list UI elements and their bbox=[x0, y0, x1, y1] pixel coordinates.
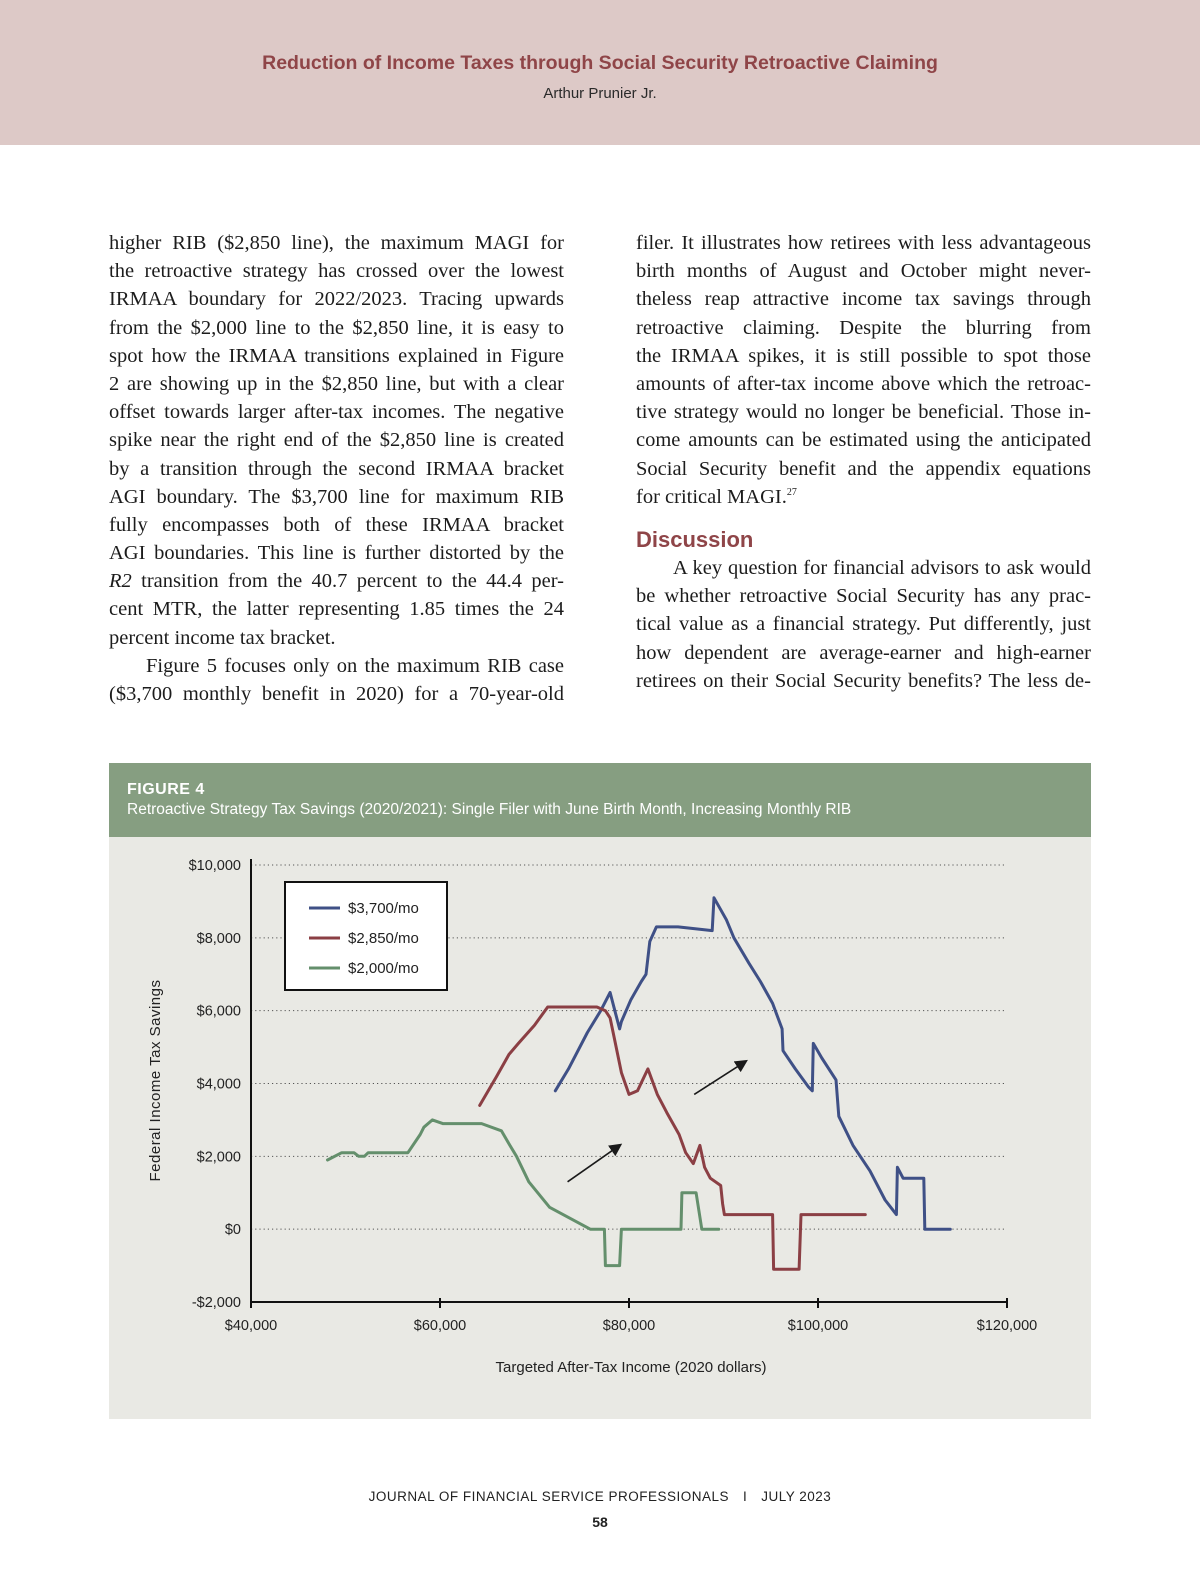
issue-date: JULY 2023 bbox=[761, 1489, 832, 1504]
article-title: Reduction of Income Taxes through Social Security Retroactive Claiming bbox=[262, 52, 938, 74]
page-header bbox=[0, 0, 1200, 145]
body-column-right bbox=[636, 229, 1091, 695]
section-heading-discussion: Discussion bbox=[636, 526, 754, 552]
article-author: Arthur Prunier Jr. bbox=[543, 85, 657, 102]
text-line: birth months of August and October might never- bbox=[636, 260, 1091, 283]
y-tick-label: $2,000 bbox=[196, 1149, 241, 1166]
text-line: spike near the right end of the $2,850 line is created bbox=[109, 429, 564, 452]
x-tick-label: $80,000 bbox=[602, 1318, 656, 1334]
figure-4 bbox=[109, 763, 1091, 1419]
text-line-with-footnote bbox=[636, 483, 1091, 511]
text-line: from the $2,000 line to the $2,850 line, it is easy to bbox=[109, 316, 564, 339]
y-tick-label: $0 bbox=[224, 1222, 241, 1239]
text-line: AGI boundaries. This line is further distorted by the bbox=[109, 542, 564, 565]
figure-label: FIGURE 4 bbox=[127, 781, 205, 798]
footnote-ref[interactable]: 27 bbox=[786, 486, 797, 498]
text-line: Social Security benefit and the appendix equations bbox=[636, 457, 1091, 480]
x-tick-label: $100,000 bbox=[787, 1318, 849, 1334]
text-line: the retroactive strategy has crossed over the lowest bbox=[109, 260, 564, 283]
text-line: tical value as a financial strategy. Put differently, just bbox=[636, 613, 1091, 636]
journal-name: JOURNAL OF FINANCIAL SERVICE PROFESSIONALS bbox=[368, 1489, 729, 1504]
text-line: amounts of after-tax income above which the retroac- bbox=[636, 372, 1091, 395]
text-line: tive strategy would no longer be beneficial. Those in- bbox=[636, 401, 1091, 424]
annotation-arrow bbox=[694, 1062, 745, 1095]
x-tick-label: $60,000 bbox=[413, 1318, 467, 1334]
page-number: 58 bbox=[592, 1514, 608, 1530]
text-line: higher RIB ($2,850 line), the maximum MAGI for bbox=[109, 232, 564, 254]
text-line: Figure 5 focuses only on the maximum RIB case bbox=[146, 654, 564, 677]
text-line: percent income tax bracket. bbox=[109, 626, 336, 649]
y-tick-label: $8,000 bbox=[196, 930, 241, 947]
legend bbox=[285, 882, 447, 990]
text-line: how dependent are average-earner and high-earner bbox=[636, 641, 1091, 664]
text-line: IRMAA boundary for 2022/2023. Tracing upwards bbox=[109, 288, 564, 311]
text-line: AGI boundary. The $3,700 line for maximum RIB bbox=[109, 485, 564, 508]
text-line: ($3,700 monthly benefit in 2020) for a 70-year-old bbox=[109, 683, 564, 705]
italic-term: R2 bbox=[109, 570, 132, 593]
text-line-text: for critical MAGI. bbox=[636, 485, 787, 508]
text-line: come amounts can be estimated using the anticipated bbox=[636, 429, 1091, 452]
text-line: A key question for financial advisors to ask would bbox=[673, 557, 1091, 580]
footer-journal bbox=[0, 1489, 1200, 1504]
y-axis-title: Federal Income Tax Savings bbox=[147, 979, 164, 1182]
text-line: filer. It illustrates how retirees with less advantageous bbox=[636, 232, 1091, 254]
y-tick-label: $4,000 bbox=[196, 1076, 241, 1093]
legend-label: $2,850/mo bbox=[348, 930, 419, 947]
text-line: retroactive claiming. Despite the blurring from bbox=[636, 316, 1091, 339]
text-line: spot how the IRMAA transitions explained in Figure bbox=[109, 344, 564, 367]
body-column-left bbox=[109, 229, 564, 708]
legend-label: $3,700/mo bbox=[348, 900, 419, 917]
y-tick-label: $6,000 bbox=[196, 1003, 241, 1020]
text-line: theless reap attractive income tax savings through bbox=[636, 288, 1091, 311]
text-line: be whether retroactive Social Security has any prac- bbox=[636, 585, 1091, 608]
text-line-with-italic bbox=[109, 567, 564, 595]
text-line: 2 are showing up in the $2,850 line, but with a clear bbox=[109, 372, 564, 395]
series-line-1 bbox=[555, 898, 950, 1229]
text-line: the IRMAA spikes, it is still possible to spot those bbox=[636, 344, 1091, 367]
y-tick-label: -$2,000 bbox=[191, 1295, 241, 1311]
y-tick-label: $10,000 bbox=[188, 858, 241, 874]
text-line: offset towards larger after-tax incomes. The negative bbox=[109, 401, 564, 424]
text-line: fully encompasses both of these IRMAA bracket bbox=[109, 513, 564, 536]
footer-separator: I bbox=[743, 1489, 748, 1504]
legend-label: $2,000/mo bbox=[348, 960, 419, 977]
text-line-rest: transition from the 40.7 percent to the 44.4 per- bbox=[141, 570, 564, 593]
x-tick-label: $40,000 bbox=[224, 1318, 278, 1334]
x-tick-label: $120,000 bbox=[976, 1318, 1038, 1334]
line-chart bbox=[109, 763, 1091, 1419]
figure-caption: Retroactive Strategy Tax Savings (2020/2021): Single Filer with June Birth Month, Increasing Monthly RIB bbox=[127, 801, 852, 818]
text-line: retirees on their Social Security benefits? The less de- bbox=[636, 669, 1091, 692]
text-line: cent MTR, the latter representing 1.85 times the 24 bbox=[109, 598, 564, 621]
x-axis-title: Targeted After-Tax Income (2020 dollars) bbox=[495, 1359, 767, 1376]
text-line: by a transition through the second IRMAA bracket bbox=[109, 457, 564, 480]
series-line-3 bbox=[328, 1120, 719, 1266]
annotation-arrow bbox=[568, 1145, 620, 1181]
